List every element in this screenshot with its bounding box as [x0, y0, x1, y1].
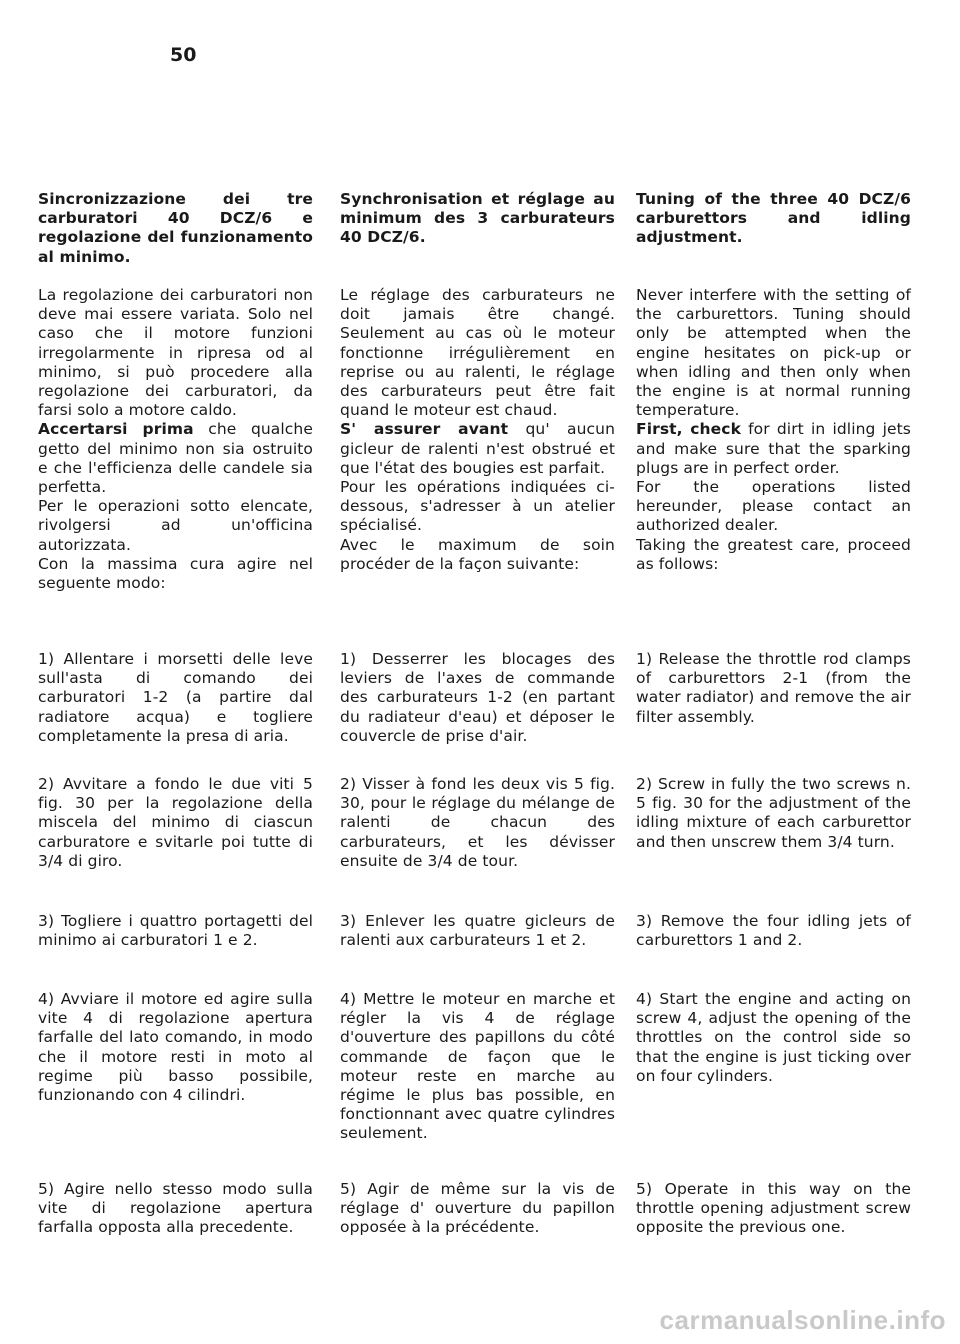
intro-text-proceed: Taking the greatest care, proceed as follows: — [636, 535, 911, 573]
intro-paragraph — [340, 286, 615, 574]
intro-bold-text: First, check — [636, 420, 741, 439]
step-3: 3) Togliere i quattro portagetti del minimo ai carburatori 1 e 2. — [38, 912, 313, 950]
intro-text-cont: che qualche getto del minimo non sia ostruito e che l'efficienza delle candele sia perfetta. — [38, 420, 313, 497]
section-heading: Tuning of the three 40 DCZ/6 carburettors and idling adjustment. — [636, 190, 911, 247]
section-heading: Sincronizzazione dei tre carburatori 40 DCZ/6 e regolazione del funzionamento al minimo. — [38, 190, 313, 266]
step-4: 4) Avviare il motore ed agire sulla vite 4 di regolazione apertura farfalle del lato comando, in modo che il motore resti in moto al regime più basso possibile, funzionando con 4 cilindri. — [38, 990, 313, 1105]
intro-text-proceed: Con la massima cura agire nel seguente modo: — [38, 554, 313, 593]
section-heading: Synchronisation et réglage au minimum des 3 carburateurs 40 DCZ/6. — [340, 190, 615, 247]
intro-paragraph — [636, 286, 911, 574]
intro-text-cont: for dirt in idling jets and make sure that the sparking plugs are in perfect order. — [636, 420, 911, 477]
step-2: 2) Screw in fully the two screws n. 5 fig. 30 for the adjustment of the idling mixture of each carburettor and then unscrew them 3/4 turn. — [636, 775, 911, 851]
intro-text-dealer: For the operations listed hereunder, please contact an authorized dealer. — [636, 478, 911, 535]
intro-text: Never interfere with the setting of the carburettors. Tuning should only be attempted when the engine hesitates on pick-up or when idling and then only when the engine is at normal running temperature. — [636, 286, 911, 420]
intro-text-dealer: Pour les opérations indiquées ci-dessous, s'adresser à un atelier spécialisé. — [340, 478, 615, 535]
intro-text-dealer: Per le operazioni sotto elencate, rivolgersi ad un'officina autorizzata. — [38, 497, 313, 554]
intro-bold-text: S' assurer avant — [340, 420, 509, 439]
step-3: 3) Enlever les quatre gicleurs de ralenti aux carburateurs 1 et 2. — [340, 912, 615, 950]
watermark-text: carmanualsonline.info — [659, 1305, 946, 1335]
intro-paragraph — [38, 286, 313, 593]
step-3: 3) Remove the four idling jets of carburettors 1 and 2. — [636, 912, 911, 950]
step-2: 2) Visser à fond les deux vis 5 fig. 30, pour le réglage du mélange de ralenti de chacun des carburateurs, et les dévisser ensuite de 3/4 de tour. — [340, 775, 615, 870]
step-5: 5) Agire nello stesso modo sulla vite di regolazione apertura farfalla opposta alla precedente. — [38, 1180, 313, 1237]
intro-text-cont: qu' aucun gicleur de ralenti n'est obstrué et que l'état des bougies est parfait. — [340, 420, 615, 477]
intro-text: Le réglage des carburateurs ne doit jamais être changé. Seulement au cas où le moteur fonctionne irrégulièrement en reprise ou au ralenti, le réglage des carburateurs peut être fait quand le moteur est chaud. — [340, 286, 615, 420]
intro-bold-text: Accertarsi prima — [38, 420, 194, 439]
step-1: 1) Desserrer les blocages des leviers de l'axes de commande des carburateurs 1-2 (en partant du radiateur d'eau) et déposer le couvercle de prise d'air. — [340, 650, 615, 745]
intro-text: La regolazione dei carburatori non deve mai essere variata. Solo nel caso che il motore funzioni irregolarmente in ripresa od al minimo, si può procedere alla regolazione dei carburatori, da farsi solo a motore caldo. — [38, 286, 313, 420]
step-2: 2) Avvitare a fondo le due viti 5 fig. 30 per la regolazione della miscela del minimo di ciascun carburatore e svitarle poi tutte di 3/4 di giro. — [38, 775, 313, 870]
step-1: 1) Allentare i morsetti delle leve sull'asta di comando dei carburatori 1-2 (a partire dal radiatore acqua) e togliere completamente la presa di aria. — [38, 650, 313, 745]
step-4: 4) Mettre le moteur en marche et régler la vis 4 de réglage d'ouverture des papillons du côté commande de façon que le moteur reste en marche au régime le plus bas possible, en fonctionnant avec quatre cylindres seulement. — [340, 990, 615, 1143]
step-5: 5) Operate in this way on the throttle opening adjustment screw opposite the previous one. — [636, 1180, 911, 1237]
intro-text-proceed: Avec le maximum de soin procéder de la façon suivante: — [340, 535, 615, 573]
step-5: 5) Agir de même sur la vis de réglage d' ouverture du papillon opposée à la précédente. — [340, 1180, 615, 1237]
step-1: 1) Release the throttle rod clamps of carburettors 2-1 (from the water radiator) and remove the air filter assembly. — [636, 650, 911, 726]
step-4: 4) Start the engine and acting on screw 4, adjust the opening of the throttles on the control side so that the engine is just ticking over on four cylinders. — [636, 990, 911, 1085]
page-number: 50 — [170, 44, 197, 66]
